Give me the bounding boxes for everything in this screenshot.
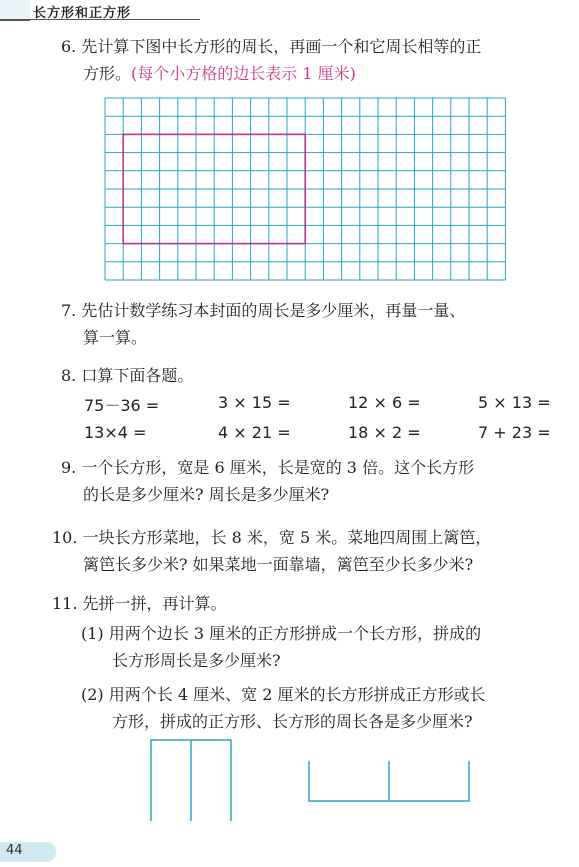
question-text: 的长是多少厘米? 周长是多少厘米? [83,485,330,504]
question-text: 用两个边长 3 厘米的正方形拼成一个长方形，拼成的 [108,624,482,643]
question-9 [61,454,474,508]
question-10 [52,524,491,578]
calc-item: 4 × 21 = [218,423,291,442]
question-text: 口算下面各题。 [81,366,194,385]
subquestion-number: (1) [81,624,104,643]
rectangle-arrangement-diagrams [0,735,579,835]
question-note: (每个小方格的边长表示 1 厘米) [131,64,356,83]
question-text: 方形，拼成的正方形、长方形的周长各是多少厘米? [112,712,473,731]
question-number: 9. [61,458,77,477]
question-11-part-2 [81,681,485,735]
calc-item: 7 + 23 = [478,423,551,442]
question-text: 先估计数学练习本封面的周长是多少厘米，再量一量、 [81,301,466,320]
question-number: 8. [61,366,77,385]
chapter-title: 长方形和正方形 [33,6,132,21]
calc-item: 75－36 = [84,396,160,415]
question-11-part-1 [81,620,481,674]
question-number: 11. [52,594,78,613]
question-text: 篱笆长多少米? 如果菜地一面靠墙，篱笆至少长多少米? [83,555,474,574]
calc-item: 12 × 6 = [348,393,421,412]
square-grid [0,0,579,300]
subquestion-number: (2) [81,685,104,704]
page-number: 44 [6,843,23,858]
calc-item: 18 × 2 = [348,423,421,442]
calc-item: 3 × 15 = [218,393,291,412]
question-text: 算一算。 [83,328,148,347]
question-number: 6. [61,37,77,56]
question-text: 先拼一拼，再计算。 [82,594,227,613]
calc-item: 13×4 = [84,423,147,442]
question-11 [52,590,227,617]
question-text: 一块长方形菜地，长 8 米，宽 5 米。菜地四周围上篱笆， [82,528,492,547]
question-7 [61,297,465,351]
question-text: 一个长方形，宽是 6 厘米，长是宽的 3 倍。这个长方形 [81,458,475,477]
question-number: 7. [61,301,77,320]
question-text: 先计算下图中长方形的周长，再画一个和它周长相等的正 [81,37,482,56]
question-number: 10. [52,528,78,547]
question-text: 方形。 [83,64,132,83]
question-8 [61,362,193,389]
question-text: 用两个长 4 厘米、宽 2 厘米的长方形拼成正方形或长 [108,685,486,704]
calc-item: 5 × 13 = [478,393,551,412]
question-text: 长方形周长是多少厘米? [112,651,281,670]
